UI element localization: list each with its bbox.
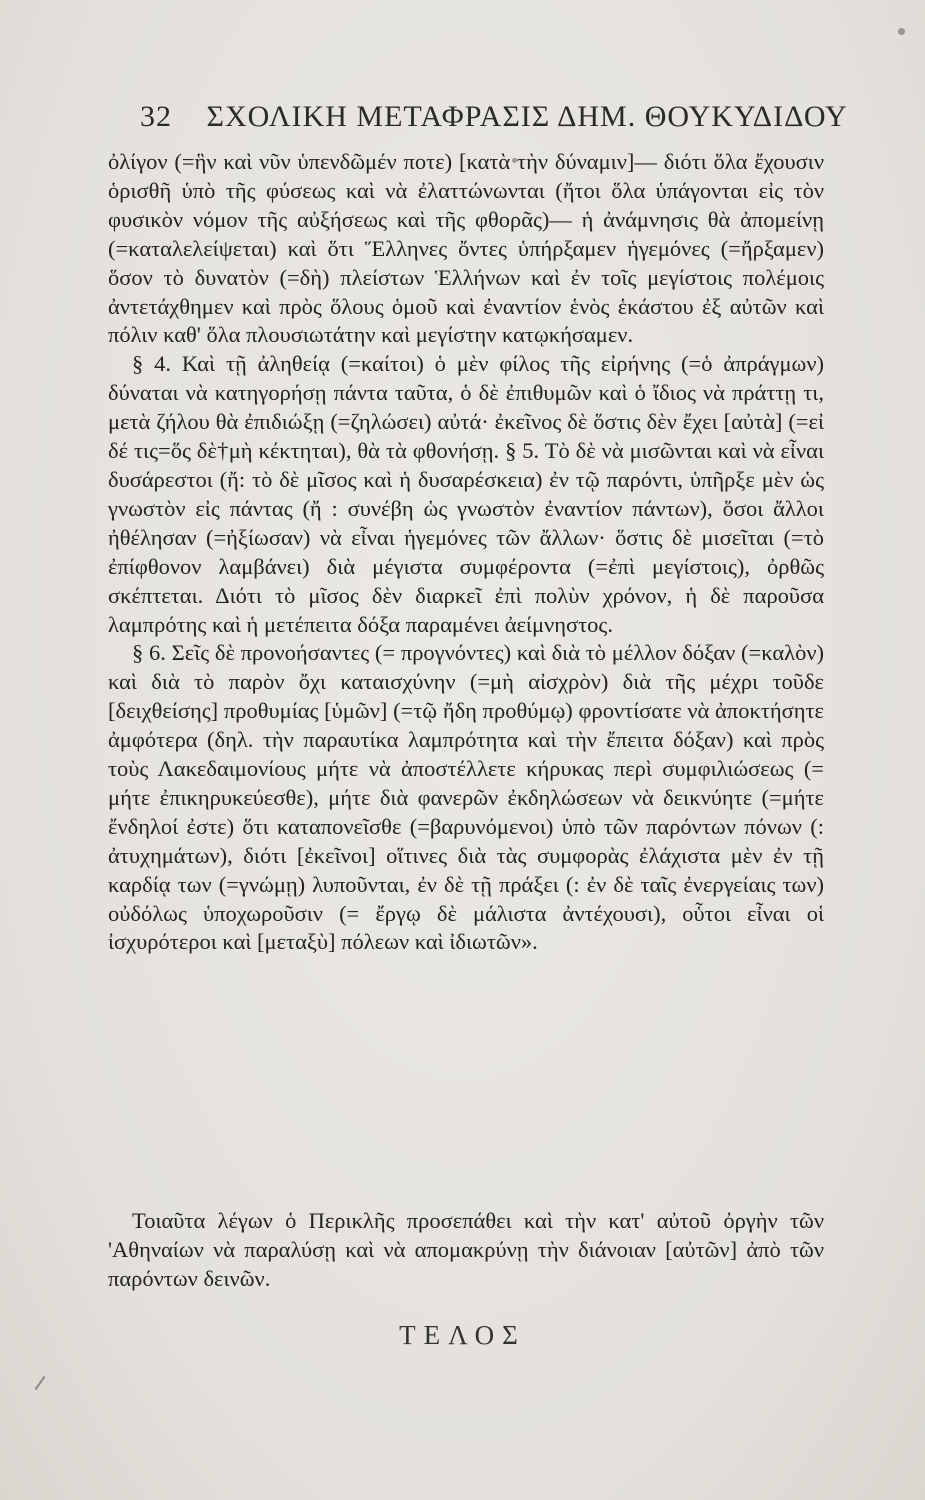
running-title: ΣΧΟΛΙΚΗ ΜΕΤΑΦΡΑΣΙΣ ΔΗΜ. ΘΟΥΚΥΔΙΔΟΥ (206, 100, 848, 133)
paragraph: ὀλίγον (=ἣν καὶ νῦν ὑπενδῶμέν ποτε) [κατὰ τὴν δύναμιν]— διότι ὅλα ἔχουσιν ὁρισθῆ ὑπὸ τῆς φύσεως καὶ νὰ ἐλαττώνωνται (ἤτοι ὅλα ὑπάγονται εἰς τὸν φυσικὸν νόμον τῆς αὐξήσεως καὶ τῆς φθορᾶς)— ἡ ἀνάμνησις θὰ ἀπομείνῃ (=καταλελείψεται) καὶ ὅτι Ἕλληνες ὄντες ὑπήρξαμεν ἡγεμόνες (=ἤρξαμεν) ὅσον τὸ δυνατὸν (=δὴ) πλείστων Ἑλλήνων καὶ ἐν τοῖς μεγίστοις πολέμοις ἀντετάχθημεν καὶ πρὸς ὅλους ὁμοῦ καὶ ἐναντίον ἑνὸς ἑκάστου ἐξ αὐτῶν καὶ πόλιν καθ' ὅλα πλουσιωτάτην καὶ μεγίστην κατῳκήσαμεν. (108, 149, 824, 348)
body-text (108, 148, 824, 957)
paragraph: § 6. Σεῖς δὲ προνοήσαντες (= προγνόντες) καὶ διὰ τὸ μέλλον δόξαν (=καλὸν) καὶ διὰ τὸ παρὸν ὄχι καταισχύνην (=μὴ αἰσχρὸν) διὰ τῆς μέχρι τοῦδε [δειχθείσης] προθυμίας [ὑμῶν] (=τῷ ἤδη προθύμῳ) φροντίσατε νὰ ἀποκτήσητε ἀμφότερα (δηλ. τὴν παραυτίκα λαμπρότητα καὶ τὴν ἔπειτα δόξαν) καὶ πρὸς τοὺς Λακεδαιμονίους μήτε νὰ ἀποστέλλετε κήρυκας περὶ συμφιλιώσεως (= μήτε ἐπικηρυκεύεσθε), μήτε διὰ φανερῶν ἐκδηλώσεων νὰ δεικνύητε (=μήτε ἔνδηλοί ἐστε) ὅτι καταπονεῖσθε (=βαρυνόμενοι) ὑπὸ τῶν παρόντων πόνων (: ἀτυχημάτων), διότι [ἐκεῖνοι] οἵτινες διὰ τὰς συμφορὰς ἐλάχιστα μὲν ἐν τῇ καρδίᾳ των (=γνώμῃ) λυποῦνται, ἐν δὲ τῇ πράξει (: ἐν δὲ ταῖς ἐνεργείαις των) οὐδόλως ὑποχωροῦσιν (= ἔργῳ δὲ μάλιστα ἀντέχουσι), οὗτοι εἶναι οἱ ἰσχυρότεροι καὶ [μεταξὺ] πόλεων καὶ ἰδιωτῶν». (108, 640, 824, 955)
end-mark: ΤΕΛΟΣ (399, 1320, 526, 1350)
page-number: 32 (140, 100, 172, 133)
running-header (140, 100, 848, 134)
paper-speck (898, 28, 905, 35)
closing-paragraph: Τοιαῦτα λέγων ὁ Περικλῆς προσεπάθει καὶ τὴν κατ' αὐτοῦ ὀργὴν τῶν 'Αθηναίων νὰ παραλύσῃ καὶ νὰ απομακρύνῃ τὴν διάνοιαν [αὐτῶν] ἀπὸ τῶν παρόντων δεινῶν. (108, 1208, 824, 1291)
paragraph: § 4. Καὶ τῇ ἀληθείᾳ (=καίτοι) ὁ μὲν φίλος τῆς εἰρήνης (=ὁ ἀπράγμων) δύναται νὰ κατηγορήσῃ πάντα ταῦτα, ὁ δὲ ἐπιθυμῶν καὶ ὁ ἴδιος νὰ πράττῃ τι, μετὰ ζήλου θὰ ἐπιδιώξῃ (=ζηλώσει) αὐτά· ἐκεῖνος δὲ ὅστις δὲν ἔχει [αὐτὰ] (=εἰ δέ τις=ὅς δὲ†μὴ κέκτηται), θὰ τὰ φθονήσῃ. § 5. Τὸ δὲ νὰ μισῶνται καὶ νὰ εἶναι δυσάρεστοι (ἤ: τὸ δὲ μῖσος καὶ ἡ δυσαρέσκεια) ἐν τῷ παρόντι, ὑπῆρξε μὲν ὡς γνωστὸν εἰς πάντας (ἤ : συνέβη ὡς γνωστὸν ἐναντίον πάντων), ὅσοι ἄλλοι ἠθέλησαν (=ἠξίωσαν) νὰ εἶναι ἡγεμόνες τῶν ἄλλων· ὅστις δὲ μισεῖται (=τὸ ἐπίφθονον λαμβάνει) διὰ μέγιστα συμφέροντα (=ἐπὶ μεγίστοις), ὀρθῶς σκέπτεται. Διότι τὸ μῖσος δὲν διαρκεῖ ἐπὶ πολὺν χρόνον, ἡ δὲ παροῦσα λαμπρότης καὶ ἡ μετέπειτα δόξα παραμένει ἀείμνηστος. (108, 351, 824, 637)
margin-mark (35, 1376, 46, 1390)
